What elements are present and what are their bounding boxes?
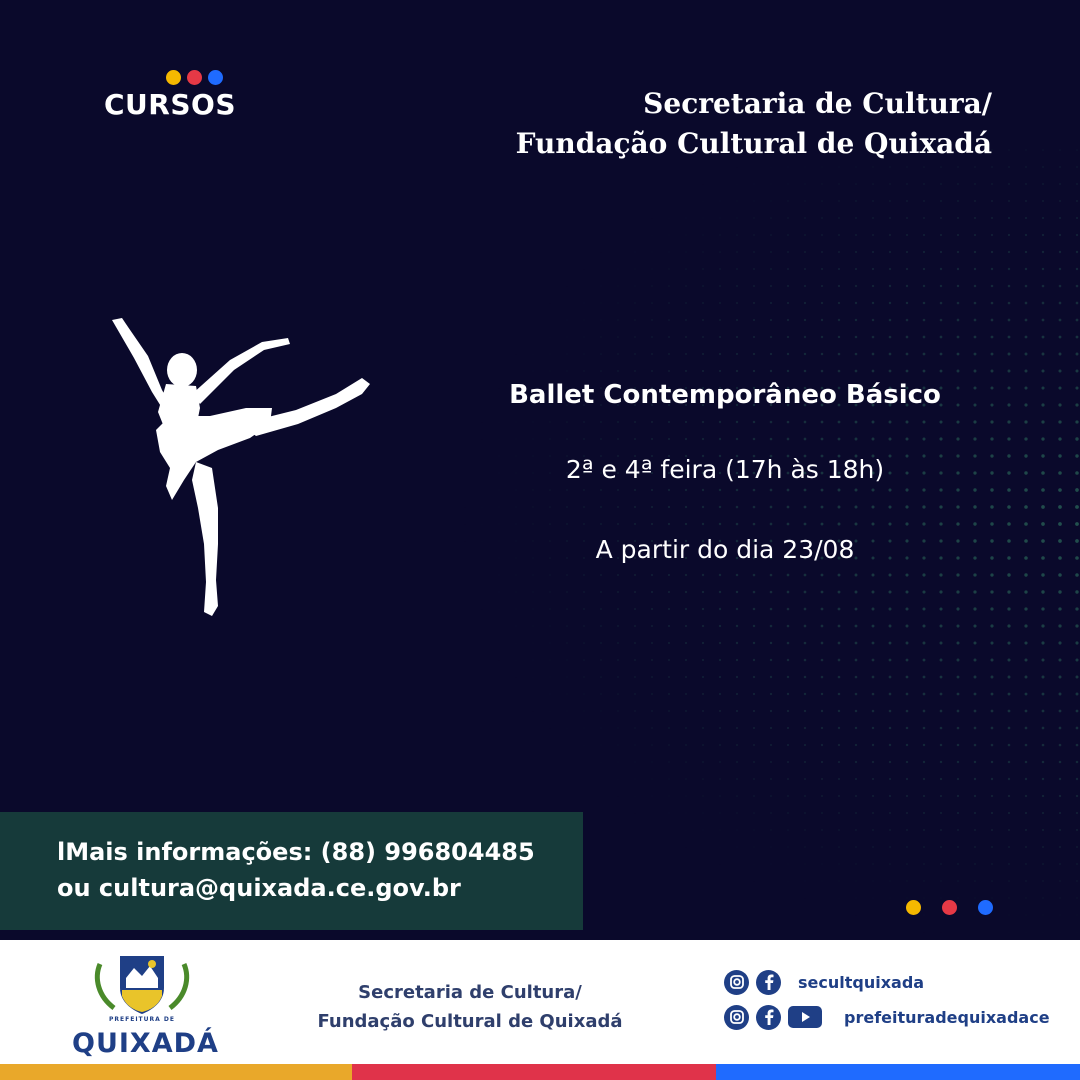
brand-dot-red (187, 70, 202, 85)
footer-title (300, 978, 640, 1036)
header-title (392, 84, 992, 164)
footer-title-line2: Fundação Cultural de Quixadá (317, 1011, 623, 1032)
course-start-date: A partir do dia 23/08 (595, 535, 855, 564)
corner-dot-yellow (906, 900, 921, 915)
instagram-icon[interactable] (724, 970, 749, 995)
header-title-line1: Secretaria de Cultura/ (643, 87, 992, 120)
stripe-blue (716, 1064, 1080, 1080)
logo-label: QUIXADÁ (72, 1028, 219, 1059)
course-title: Ballet Contemporâneo Básico (509, 380, 941, 410)
social-handle-secult[interactable]: secultquixada (798, 972, 925, 992)
instagram-icon[interactable] (724, 1005, 749, 1030)
stripe-red (352, 1064, 716, 1080)
footer-title-line1: Secretaria de Cultura/ (358, 982, 582, 1003)
youtube-icon[interactable] (788, 1006, 822, 1028)
coat-of-arms-icon (72, 948, 212, 1022)
corner-dots (906, 900, 996, 916)
ballerina-silhouette (100, 312, 390, 632)
corner-dot-red (942, 900, 957, 915)
course-schedule: 2ª e 4ª feira (17h às 18h) (565, 455, 885, 484)
brand-dots (166, 70, 226, 86)
social-row-secult (724, 969, 924, 995)
contact-phone: lMais informações: (88) 996804485 (57, 838, 535, 866)
quixada-logo (72, 948, 219, 1059)
contact-email: ou cultura@quixada.ce.gov.br (57, 874, 461, 902)
brand-dot-yellow (166, 70, 181, 85)
social-handle-prefeitura[interactable]: prefeituradequixadace (844, 1007, 1050, 1027)
corner-dot-blue (978, 900, 993, 915)
footer-bar (0, 940, 1080, 1064)
facebook-icon[interactable] (756, 1005, 781, 1030)
header-title-line2: Fundação Cultural de Quixadá (515, 127, 992, 160)
brand-dot-blue (208, 70, 223, 85)
contact-info-box (0, 812, 583, 930)
facebook-icon[interactable] (756, 970, 781, 995)
social-row-prefeitura (724, 1004, 1050, 1030)
logo-subtitle: PREFEITURA DE (109, 1016, 175, 1023)
stripe-yellow (0, 1064, 352, 1080)
brand-label: CURSOS (104, 88, 236, 121)
